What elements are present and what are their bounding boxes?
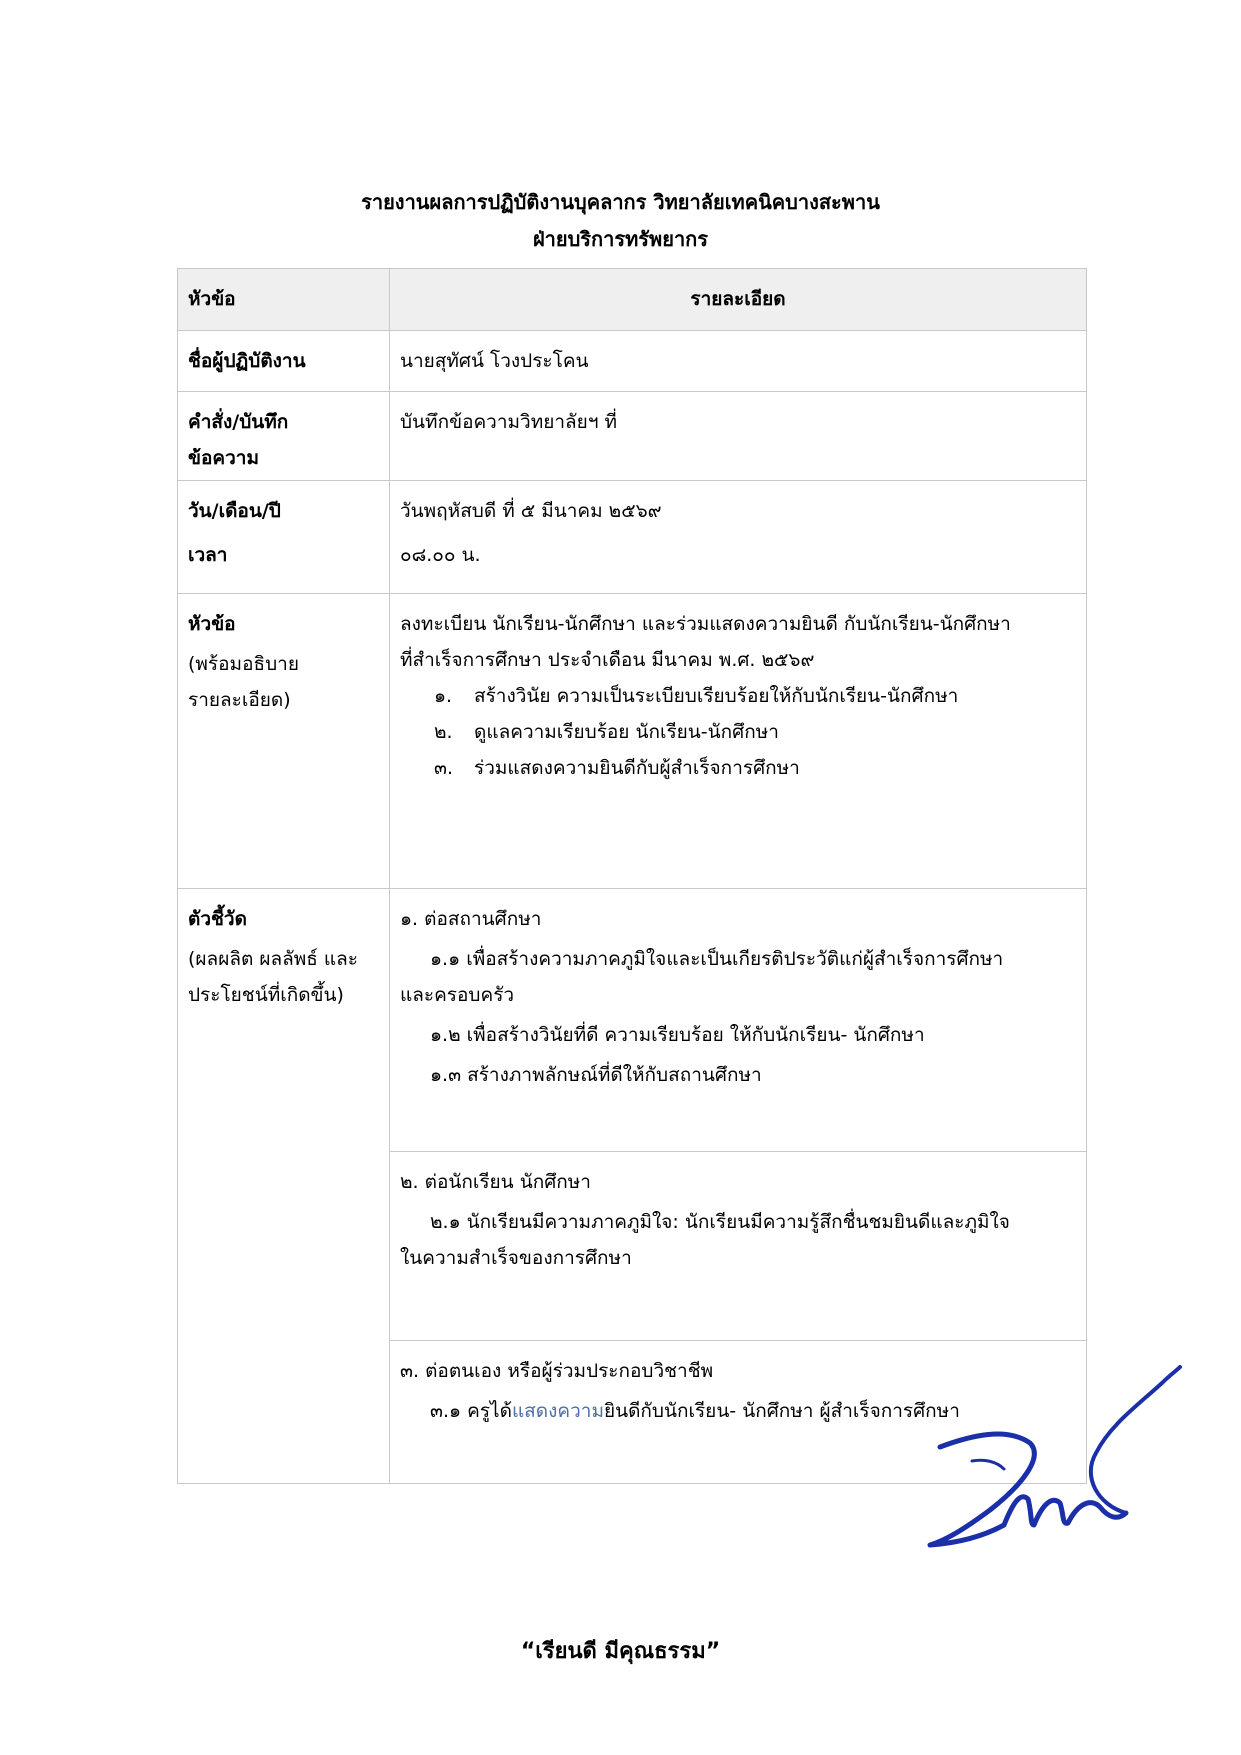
indicator-3-1-highlight: แสดงความ [511, 1400, 604, 1422]
col-header-topic: หัวข้อ [178, 269, 390, 331]
topic-sub-line2: รายละเอียด) [188, 689, 291, 711]
indicator-2-1a: ๒.๑ นักเรียนมีความภาคภูมิใจ: นักเรียนมีความรู้สึกชื่นชมยินดีและภูมิใจ [430, 1211, 1010, 1233]
indicator-label-cell [178, 889, 390, 1484]
topic-sub-line1: (พร้อมอธิบาย [188, 653, 299, 675]
topic-label: หัวข้อ [188, 613, 236, 635]
indicator-sub-line2: ประโยชน์ที่เกิดขึ้น) [188, 984, 344, 1006]
list-item-text: สร้างวินัย ความเป็นระเบียบเรียบร้อยให้กับนักเรียน-นักศึกษา [474, 685, 959, 707]
topic-list [400, 678, 1076, 786]
order-label [178, 392, 390, 481]
signature-stroke [1091, 1367, 1180, 1513]
topic-text-line2: ที่สำเร็จการศึกษา ประจำเดือน มีนาคม พ.ศ. ๒๕๖๙ [400, 649, 815, 671]
table-row [178, 392, 1087, 481]
indicator-institution-cell [390, 889, 1087, 1152]
order-label-line2: ข้อความ [188, 447, 259, 469]
document-subtitle: ฝ่ายบริการทรัพยากร [532, 227, 709, 251]
topic-text-line1: ลงทะเบียน นักเรียน-นักศึกษา และร่วมแสดงความยินดี กับนักเรียน-นักศึกษา [400, 613, 1011, 635]
indicator-3-title: ๓. ต่อตนเอง หรือผู้ร่วมประกอบวิชาชีพ [400, 1360, 714, 1382]
date-label: วัน/เดือน/ปี [188, 500, 281, 522]
table-row [178, 331, 1087, 392]
indicator-1-1a: ๑.๑ เพื่อสร้างความภาคภูมิใจและเป็นเกียรติประวัติแก่ผู้สำเร็จการศึกษา [430, 948, 1004, 970]
performer-label: ชื่อผู้ปฏิบัติงาน [178, 331, 390, 392]
col-header-detail: รายละเอียด [390, 269, 1087, 331]
list-item-text: ดูแลความเรียบร้อย นักเรียน-นักศึกษา [474, 721, 779, 743]
indicator-1-3: ๑.๓ สร้างภาพลักษณ์ที่ดีให้กับสถานศึกษา [430, 1064, 762, 1086]
list-item-text: ร่วมแสดงความยินดีกับผู้สำเร็จการศึกษา [474, 757, 800, 779]
indicator-3-1-pre: ๓.๑ ครูได้ [430, 1400, 512, 1422]
indicator-1-2: ๑.๒ เพื่อสร้างวินัยที่ดี ความเรียบร้อย ให้กับนักเรียน- นักศึกษา [430, 1024, 925, 1046]
signature-stroke [930, 1434, 1034, 1545]
footer-motto: “เรียนดี มีคุณธรรม” [520, 1639, 721, 1664]
time-value: ๐๘.๐๐ น. [400, 544, 481, 566]
table-row [178, 481, 1087, 594]
table-row [178, 594, 1087, 889]
table-row [178, 889, 1087, 1152]
date-value-cell [390, 481, 1087, 594]
order-value: บันทึกข้อความวิทยาลัยฯ ที่ [390, 392, 1087, 481]
list-item [434, 678, 1076, 714]
indicator-1-title: ๑. ต่อสถานศึกษา [400, 908, 542, 930]
time-label: เวลา [188, 544, 228, 566]
indicator-2-title: ๒. ต่อนักเรียน นักศึกษา [400, 1171, 591, 1193]
indicator-sub-line1: (ผลผลิต ผลลัพธ์ และ [188, 948, 359, 970]
topic-label-cell [178, 594, 390, 889]
list-item-number: ๓. [434, 757, 454, 779]
signature-image [912, 1365, 1202, 1585]
signature-stroke [972, 1460, 1004, 1469]
indicator-label: ตัวชี้วัด [188, 908, 247, 930]
date-value: วันพฤหัสบดี ที่ ๕ มีนาคม ๒๕๖๙ [400, 500, 662, 522]
topic-detail-cell [390, 594, 1087, 889]
indicator-3-1-post: ยินดีกับนักเรียน- นักศึกษา ผู้สำเร็จการศึกษา [603, 1400, 960, 1422]
indicator-students-cell [390, 1152, 1087, 1341]
list-item-number: ๒. [434, 721, 453, 743]
list-item [434, 750, 1076, 786]
signature-stroke [1004, 1497, 1126, 1525]
order-label-line1: คำสั่ง/บันทึก [188, 411, 289, 433]
list-item-number: ๑. [434, 685, 453, 707]
table-header-row [178, 269, 1087, 331]
indicator-2-1b: ในความสำเร็จของการศึกษา [400, 1247, 632, 1269]
report-table [177, 268, 1087, 1484]
date-label-cell [178, 481, 390, 594]
indicator-1-1b: และครอบครัว [400, 984, 515, 1006]
list-item [434, 714, 1076, 750]
document-title: รายงานผลการปฏิบัติงานบุคลากร วิทยาลัยเทคนิคบางสะพาน [361, 190, 880, 214]
performer-value: นายสุทัศน์ โวงประโคน [390, 331, 1087, 392]
